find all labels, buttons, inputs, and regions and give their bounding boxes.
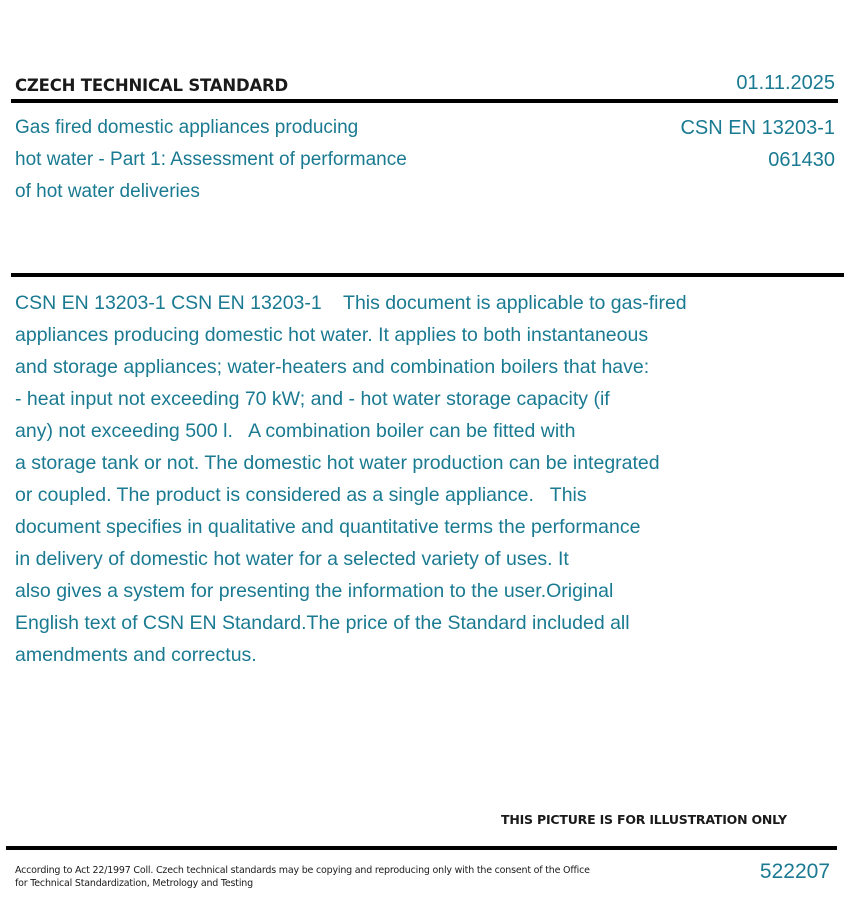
abstract-line: in delivery of domestic hot water for a selected variety of uses. It <box>15 548 569 570</box>
publication-date: 01.11.2025 <box>736 72 835 94</box>
abstract-line: document specifies in qualitative and quantitative terms the performance <box>15 516 641 538</box>
abstract-line: - heat input not exceeding 70 kW; and - hot water storage capacity (if <box>15 388 610 410</box>
abstract-line: appliances producing domestic hot water. It applies to both instantaneous <box>15 324 649 346</box>
classification-code: 061430 <box>768 149 835 171</box>
header-divider <box>11 99 838 103</box>
abstract-line: amendments and correctus. <box>15 644 257 666</box>
standard-number: CSN EN 13203-1 <box>680 117 835 139</box>
document-type-label: CZECH TECHNICAL STANDARD <box>15 76 289 95</box>
product-code: 522207 <box>759 860 830 883</box>
illustration-notice: THIS PICTURE IS FOR ILLUSTRATION ONLY <box>501 812 787 827</box>
legal-notice-line-2: for Technical Standardization, Metrology and Testing <box>15 878 253 889</box>
title-line-3: of hot water deliveries <box>15 181 200 202</box>
abstract-line: CSN EN 13203-1 CSN EN 13203-1 This document is applicable to gas-fired <box>15 292 687 314</box>
abstract-line: any) not exceeding 500 l. A combination boiler can be fitted with <box>15 420 576 442</box>
title-line-1: Gas fired domestic appliances producing <box>15 117 359 138</box>
abstract-line: a storage tank or not. The domestic hot water production can be integrated <box>15 452 660 474</box>
legal-notice <box>15 864 590 890</box>
abstract-line: or coupled. The product is considered as a single appliance. This <box>15 484 587 506</box>
footer-divider <box>6 846 837 850</box>
abstract-line: and storage appliances; water-heaters and combination boilers that have: <box>15 356 650 378</box>
abstract-line: English text of CSN EN Standard.The price of the Standard included all <box>15 612 630 634</box>
legal-notice-line-1: According to Act 22/1997 Coll. Czech technical standards may be copying and reproducing only with the consent of the Office <box>15 865 590 876</box>
title-line-2: hot water - Part 1: Assessment of performance <box>15 149 407 170</box>
title-divider <box>11 273 844 277</box>
abstract-line: also gives a system for presenting the information to the user.Original <box>15 580 614 602</box>
